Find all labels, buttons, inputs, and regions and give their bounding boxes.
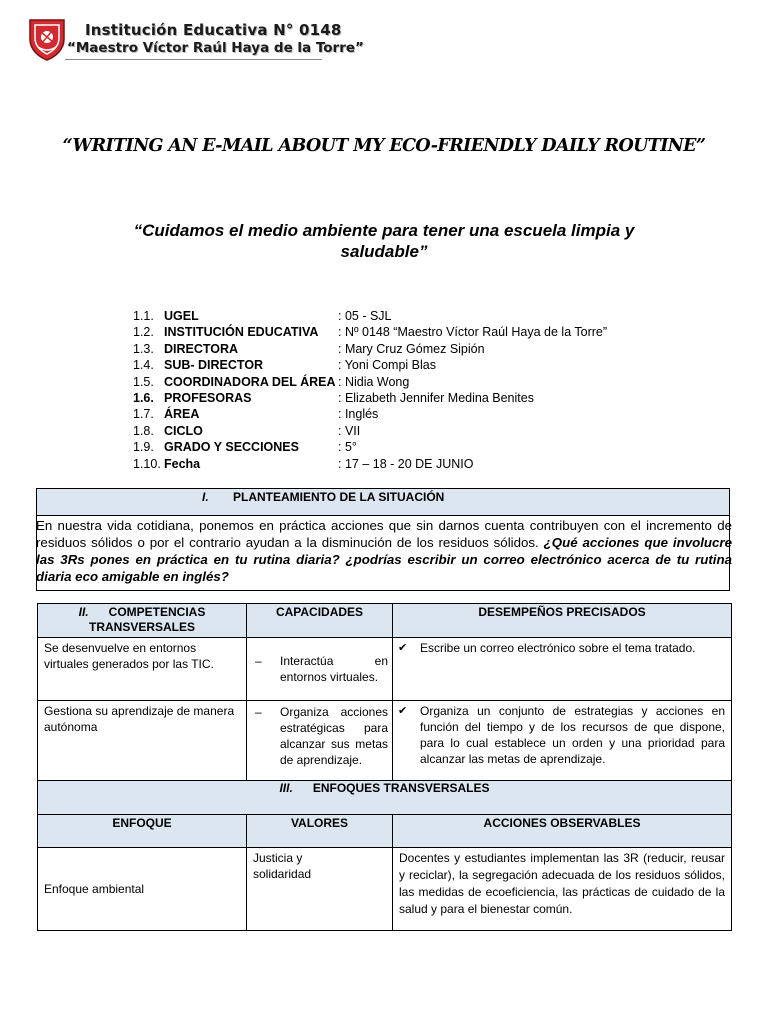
table-cell <box>38 638 247 701</box>
performance-text: Organiza un conjunto de estrategias y acciones en función del tiempo y de los recursos de que dispone, para lo cual establece un orden y una prioridad para alcanzar las metas de aprendizaje. <box>420 704 725 766</box>
performance-text: Escribe un correo electrónico sobre el tema tratado. <box>420 641 696 655</box>
competency-text: Gestiona su aprendizaje de manera autónoma <box>44 704 235 734</box>
approaches-section-row <box>38 781 732 815</box>
data-value: : Yoni Compi Blas <box>338 358 436 373</box>
institution-name: Institución Educativa N° 0148 <box>85 21 342 39</box>
data-number: 1.6. <box>133 390 154 405</box>
situation-text <box>36 517 732 585</box>
situation-heading: PLANTEAMIENTO DE LA SITUACIÓN <box>233 490 445 504</box>
table-cell <box>247 848 393 931</box>
actions-header-label: ACCIONES OBSERVABLES <box>483 816 641 830</box>
data-number: 1.8. <box>133 423 154 438</box>
data-number: 1.7. <box>133 407 154 422</box>
data-number: 1.3. <box>133 341 154 356</box>
data-label: GRADO Y SECCIONES <box>164 440 299 455</box>
data-number: 1.4. <box>133 358 154 373</box>
section-number: III. <box>279 781 293 795</box>
document-title: “WRITING AN E-MAIL ABOUT MY ECO-FRIENDLY DAILY ROUTINE” <box>62 136 706 156</box>
situation-question: ¿Qué acciones que involucre las 3Rs pones en práctica en tu rutina diaria? ¿podrías escribir un correo electrónico acerca de tu rutina diaria eco amigable en inglés? <box>36 535 732 584</box>
data-label: ÁREA <box>164 407 200 422</box>
approaches-heading: ENFOQUES TRANSVERSALES <box>312 781 490 795</box>
approach-text: Enfoque ambiental <box>44 882 145 896</box>
data-value: : 17 – 18 - 20 DE JUNIO <box>338 456 474 471</box>
data-label: Fecha <box>164 456 201 471</box>
data-value: : VII <box>338 423 361 438</box>
data-number: 1.9. <box>133 440 154 455</box>
section-number: I. <box>202 490 209 504</box>
document-subtitle: “Cuidamos el medio ambiente para tener una escuela limpia y saludable” <box>133 221 635 261</box>
table-cell <box>247 701 393 781</box>
checkmark-icon: ✔ <box>398 704 408 717</box>
competencies-header <box>38 604 247 638</box>
performances-header <box>393 604 732 638</box>
table-cell <box>393 848 732 931</box>
competencies-header-label: COMPETENCIAS TRANSVERSALES <box>88 605 206 634</box>
data-number: 1.5. <box>133 374 154 389</box>
institution-subtitle: “Maestro Víctor Raúl Haya de la Torre” <box>67 40 364 56</box>
dash-marker: – <box>255 654 262 668</box>
data-value: : Nidia Wong <box>338 374 410 389</box>
checkmark-icon: ✔ <box>398 641 408 654</box>
dash-marker: – <box>255 705 262 719</box>
data-value: : Nº 0148 “Maestro Víctor Raúl Haya de la Torre” <box>338 325 608 340</box>
data-value: : Mary Cruz Gómez Sipión <box>338 341 485 356</box>
values-header-label: VALORES <box>290 816 349 830</box>
table-cell <box>247 638 393 701</box>
table-cell <box>393 701 732 781</box>
situation-description: En nuestra vida cotidiana, ponemos en práctica acciones que sin darnos cuenta contribuyen con el incremento de residuos sólidos o por el contrario ayudan a la disminución de los residuos sólidos. <box>36 518 732 550</box>
table-row <box>38 638 732 701</box>
situation-heading-bar <box>37 489 729 516</box>
school-crest-icon <box>28 17 66 61</box>
approach-header-label: ENFOQUE <box>112 816 172 830</box>
data-label: SUB- DIRECTOR <box>164 358 264 373</box>
table-row <box>38 701 732 781</box>
data-label: INSTITUCIÓN EDUCATIVA <box>164 325 319 340</box>
competencies-table <box>37 603 732 931</box>
data-value: : 05 - SJL <box>338 309 392 323</box>
table-header-row <box>38 604 732 638</box>
data-label: DIRECTORA <box>164 341 239 356</box>
performances-header-label: DESEMPEÑOS PRECISADOS <box>478 605 646 619</box>
actions-text: Docentes y estudiantes implementan las 3R (reducir, reusar y reciclar), la segregación adecuada de los residuos sólidos, las medidas de ecoeficiencia, las prácticas de cuidado de la salud y para el bienestar común. <box>399 851 725 916</box>
table-cell <box>38 848 247 931</box>
header-divider <box>65 59 322 60</box>
data-label: UGEL <box>164 309 199 323</box>
table-row <box>38 848 732 931</box>
data-label: COORDINADORA DEL ÁREA <box>164 374 336 389</box>
data-number: 1.1. <box>133 309 154 323</box>
data-number: 1.10. <box>133 456 161 471</box>
data-label: CICLO <box>164 423 203 438</box>
data-number: 1.2. <box>133 325 154 340</box>
approach-header <box>38 815 247 848</box>
section-number: II. <box>78 605 89 619</box>
values-text: Justicia y solidaridad <box>253 851 312 881</box>
actions-header <box>393 815 732 848</box>
competency-text: Se desenvuelve en entornos virtuales generados por las TIC. <box>44 641 214 671</box>
values-header <box>247 815 393 848</box>
data-value: : Elizabeth Jennifer Medina Benites <box>338 390 534 405</box>
approaches-header-row <box>38 815 732 848</box>
table-cell <box>393 638 732 701</box>
data-label: PROFESORAS <box>164 390 252 405</box>
approaches-heading-cell <box>38 781 732 815</box>
capacities-header <box>247 604 393 638</box>
capacity-text: Interactúa en entornos virtuales. <box>280 654 388 684</box>
data-value: : Inglés <box>338 407 379 422</box>
capacity-text: Organiza acciones estratégicas para alcanzar sus metas de aprendizaje. <box>280 705 388 767</box>
capacities-header-label: CAPACIDADES <box>275 605 364 619</box>
data-value: : 5° <box>338 440 357 455</box>
table-cell <box>38 701 247 781</box>
